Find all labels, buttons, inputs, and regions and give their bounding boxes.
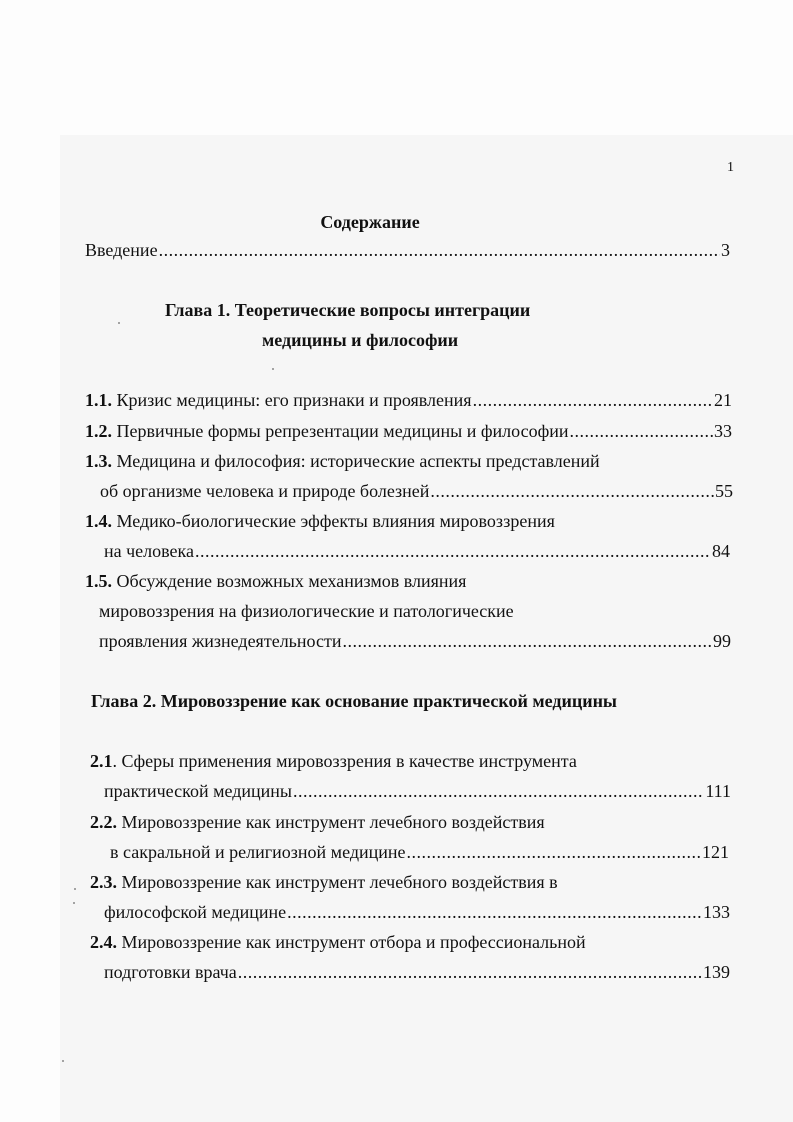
toc-entry-1-3[interactable] bbox=[100, 479, 733, 503]
toc-entry-label: на человека bbox=[104, 541, 194, 561]
dot-leader bbox=[473, 388, 713, 412]
toc-entry-1-4[interactable] bbox=[104, 539, 730, 563]
toc-entry-number: 1.1. bbox=[85, 390, 112, 410]
scan-speck bbox=[62, 1060, 64, 1062]
toc-entry-label: Мировоззрение как инструмент отбора и профессиональной bbox=[121, 932, 586, 952]
scan-speck bbox=[118, 322, 120, 324]
dot-leader bbox=[342, 629, 712, 653]
toc-entry-label: об организме человека и природе болезней bbox=[100, 481, 430, 501]
toc-entry-label: проявления жизнедеятельности bbox=[99, 631, 342, 651]
toc-page-number: 99 bbox=[713, 631, 731, 651]
toc-entry-number: 1.2. bbox=[85, 421, 112, 441]
toc-entry-label: Мировоззрение как инструмент лечебного воздействия в bbox=[121, 872, 558, 892]
toc-entry-1-3-line1[interactable] bbox=[85, 449, 600, 473]
toc-entry-label: Медицина и философия: исторические аспекты представлений bbox=[116, 451, 600, 471]
scan-speck bbox=[73, 902, 75, 904]
toc-entry-1-4-line1[interactable] bbox=[85, 509, 555, 533]
toc-page-number: 133 bbox=[703, 902, 730, 922]
toc-entry-1-1[interactable] bbox=[85, 388, 732, 412]
toc-entry-label: философской медицине bbox=[104, 902, 287, 922]
toc-page-number: 111 bbox=[705, 781, 731, 801]
toc-entry-label: подготовки врача bbox=[104, 962, 237, 982]
toc-entry-label: Первичные формы репрезентации медицины и философии bbox=[116, 421, 569, 441]
toc-page-number: 3 bbox=[721, 240, 730, 260]
toc-entry-label: Мировоззрение как инструмент лечебного воздействия bbox=[121, 812, 545, 832]
toc-entry-number: 1.4. bbox=[85, 511, 112, 531]
toc-entry-label: в сакральной и религиозной медицине bbox=[110, 842, 406, 862]
toc-entry-number: 2.1 bbox=[90, 751, 113, 771]
toc-entry-2-1-line1[interactable] bbox=[90, 749, 577, 773]
toc-entry-2-1[interactable] bbox=[104, 779, 731, 803]
toc-entry-1-5-line1[interactable] bbox=[85, 569, 466, 593]
toc-entry-1-5[interactable] bbox=[99, 629, 731, 653]
chapter-1-heading-line1: Глава 1. Теоретические вопросы интеграции bbox=[165, 300, 531, 320]
toc-entry-2-4[interactable] bbox=[104, 960, 730, 984]
toc-entry-2-3[interactable] bbox=[104, 900, 730, 924]
scan-speck bbox=[74, 888, 76, 890]
toc-page-number: 121 bbox=[702, 842, 729, 862]
toc-entry-2-4-line1[interactable] bbox=[90, 930, 586, 954]
toc-entry-number: 2.2. bbox=[90, 812, 117, 832]
dot-leader bbox=[293, 779, 704, 803]
toc-entry-2-2-line1[interactable] bbox=[90, 810, 545, 834]
scan-speck bbox=[272, 368, 274, 370]
toc-entry-number: 2.3. bbox=[90, 872, 117, 892]
chapter-1-heading-line2: медицины и философии bbox=[262, 330, 459, 350]
page-number: 1 bbox=[727, 160, 734, 175]
toc-title: Содержание bbox=[320, 212, 420, 232]
toc-entry-label: . Сферы применения мировоззрения в качестве инструмента bbox=[112, 751, 577, 771]
toc-entry-label: Медико-биологические эффекты влияния мировоззрения bbox=[116, 511, 555, 531]
toc-page-number: 21 bbox=[714, 390, 732, 410]
toc-entry-1-2[interactable] bbox=[85, 419, 732, 443]
toc-entry-intro[interactable] bbox=[85, 238, 730, 262]
toc-entry-number: 1.3. bbox=[85, 451, 112, 471]
toc-entry-2-2[interactable] bbox=[110, 840, 729, 864]
dot-leader bbox=[430, 479, 714, 503]
toc-page-number: 139 bbox=[703, 962, 730, 982]
dot-leader bbox=[238, 960, 702, 984]
toc-entry-label: Введение bbox=[85, 240, 158, 260]
toc-page-number: 84 bbox=[712, 541, 730, 561]
dot-leader bbox=[159, 238, 720, 262]
toc-entry-number: 2.4. bbox=[90, 932, 117, 952]
toc-page-number: 55 bbox=[715, 481, 733, 501]
chapter-2-heading: Глава 2. Мировоззрение как основание практической медицины bbox=[91, 691, 617, 711]
dot-leader bbox=[195, 539, 711, 563]
toc-entry-2-3-line1[interactable] bbox=[90, 870, 558, 894]
dot-leader bbox=[287, 900, 702, 924]
toc-entry-1-5-line2[interactable]: мировоззрения на физиологические и патологические bbox=[99, 601, 514, 621]
toc-entry-number: 1.5. bbox=[85, 571, 112, 591]
toc-entry-label: Кризис медицины: его признаки и проявления bbox=[116, 390, 472, 410]
toc-entry-label: Обсуждение возможных механизмов влияния bbox=[116, 571, 467, 591]
toc-entry-label: практической медицины bbox=[104, 781, 292, 801]
dot-leader bbox=[570, 419, 713, 443]
dot-leader bbox=[407, 840, 702, 864]
toc-page-number: 33 bbox=[714, 421, 732, 441]
